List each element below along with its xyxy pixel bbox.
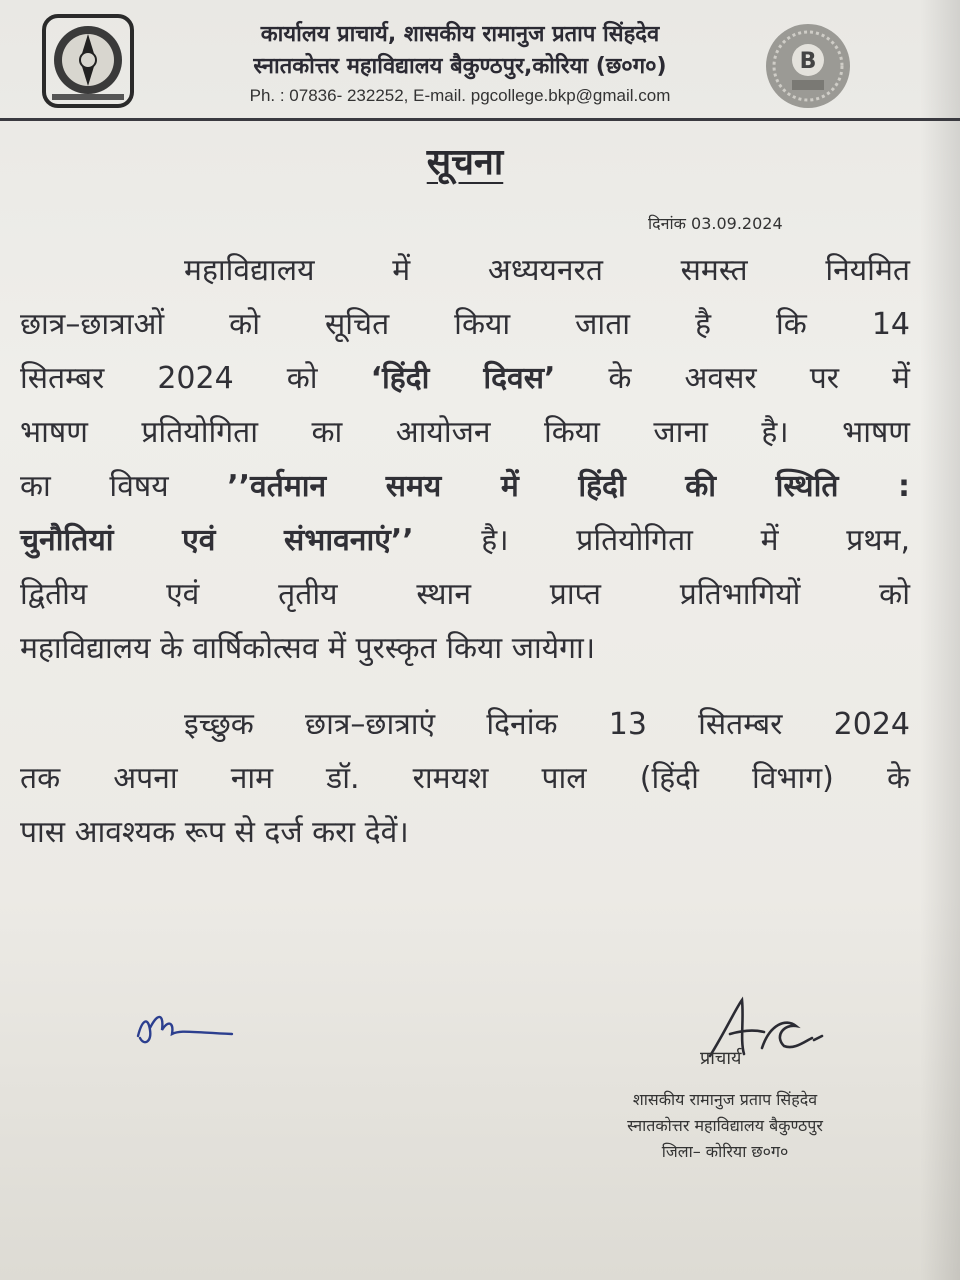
para1-line-4: भाषण प्रतियोगिता का आयोजन किया जाना है। भाषण (20, 415, 910, 450)
para2-line-2: तक अपना नाम डॉ. रामयश पाल (हिंदी विभाग) के (20, 761, 910, 796)
para1-line-1: महाविद्यालय में अध्ययनरत समस्त नियमित (184, 253, 910, 288)
para1-line-5 (20, 460, 910, 514)
hindi-diwas-text: ‘हिंदी दिवस’ (370, 361, 556, 396)
para1-line-6 (20, 514, 910, 568)
para2-line-1: इच्छुक छात्र–छात्राएं दिनांक 13 सितम्बर 2024 (184, 707, 910, 742)
college-name: स्नातकोत्तर महाविद्यालय बैकुण्ठपुर,कोरिया (छ०ग०) (253, 54, 667, 79)
para2-line-3: पास आवश्यक रूप से दर्ज करा देवें। (20, 815, 409, 850)
signature-district-line: जिला– कोरिया छ०ग० (661, 1142, 789, 1161)
header-divider (0, 118, 960, 121)
para1-line-6-b: है। प्रतियोगिता में प्रथम, (413, 523, 910, 558)
notice-paragraph-2 (20, 698, 910, 860)
principal-title: प्राचार्य (700, 1048, 742, 1069)
topic-text-part-2: चुनौतियां एवं संभावनाएं’’ (20, 523, 414, 558)
contact-line: Ph. : 07836- 232252, E-mail. pgcollege.bkp@gmail.com (249, 86, 671, 105)
notice-title: सूचना (426, 142, 504, 183)
para1-line-8: महाविद्यालय के वार्षिकोत्सव में पुरस्कृत किया जायेगा। (20, 631, 596, 666)
notice-date: दिनांक 03.09.2024 (648, 214, 783, 233)
page-edge-shadow (920, 0, 960, 1280)
para1-line-7: द्वितीय एवं तृतीय स्थान प्राप्त प्रतिभागियों को (20, 577, 910, 612)
para1-line-3 (20, 352, 910, 406)
office-heading: कार्यालय प्राचार्य, शासकीय रामानुज प्रताप सिंहदेव (260, 22, 660, 47)
para1-line-3-a: सितम्बर 2024 को (20, 361, 371, 396)
notice-paragraph-1 (20, 244, 910, 676)
signature-college-line-2: स्नातकोत्तर महाविद्यालय बैकुण्ठपुर (627, 1116, 823, 1135)
initials-signature-icon (128, 990, 238, 1060)
para1-line-2: छात्र–छात्राओं को सूचित किया जाता है कि 14 (20, 307, 910, 342)
college-emblem-icon (38, 12, 138, 110)
para1-line-3-c: के अवसर पर में (555, 361, 910, 396)
signature-college-line-1: शासकीय रामानुज प्रताप सिंहदेव (632, 1090, 818, 1109)
para1-line-5-a: का विषय (20, 469, 228, 504)
naac-grade-letter: B (799, 49, 817, 74)
topic-text-part-1: ’’वर्तमान समय में हिंदी की स्थिति : (227, 469, 910, 504)
naac-seal-icon (762, 20, 854, 112)
